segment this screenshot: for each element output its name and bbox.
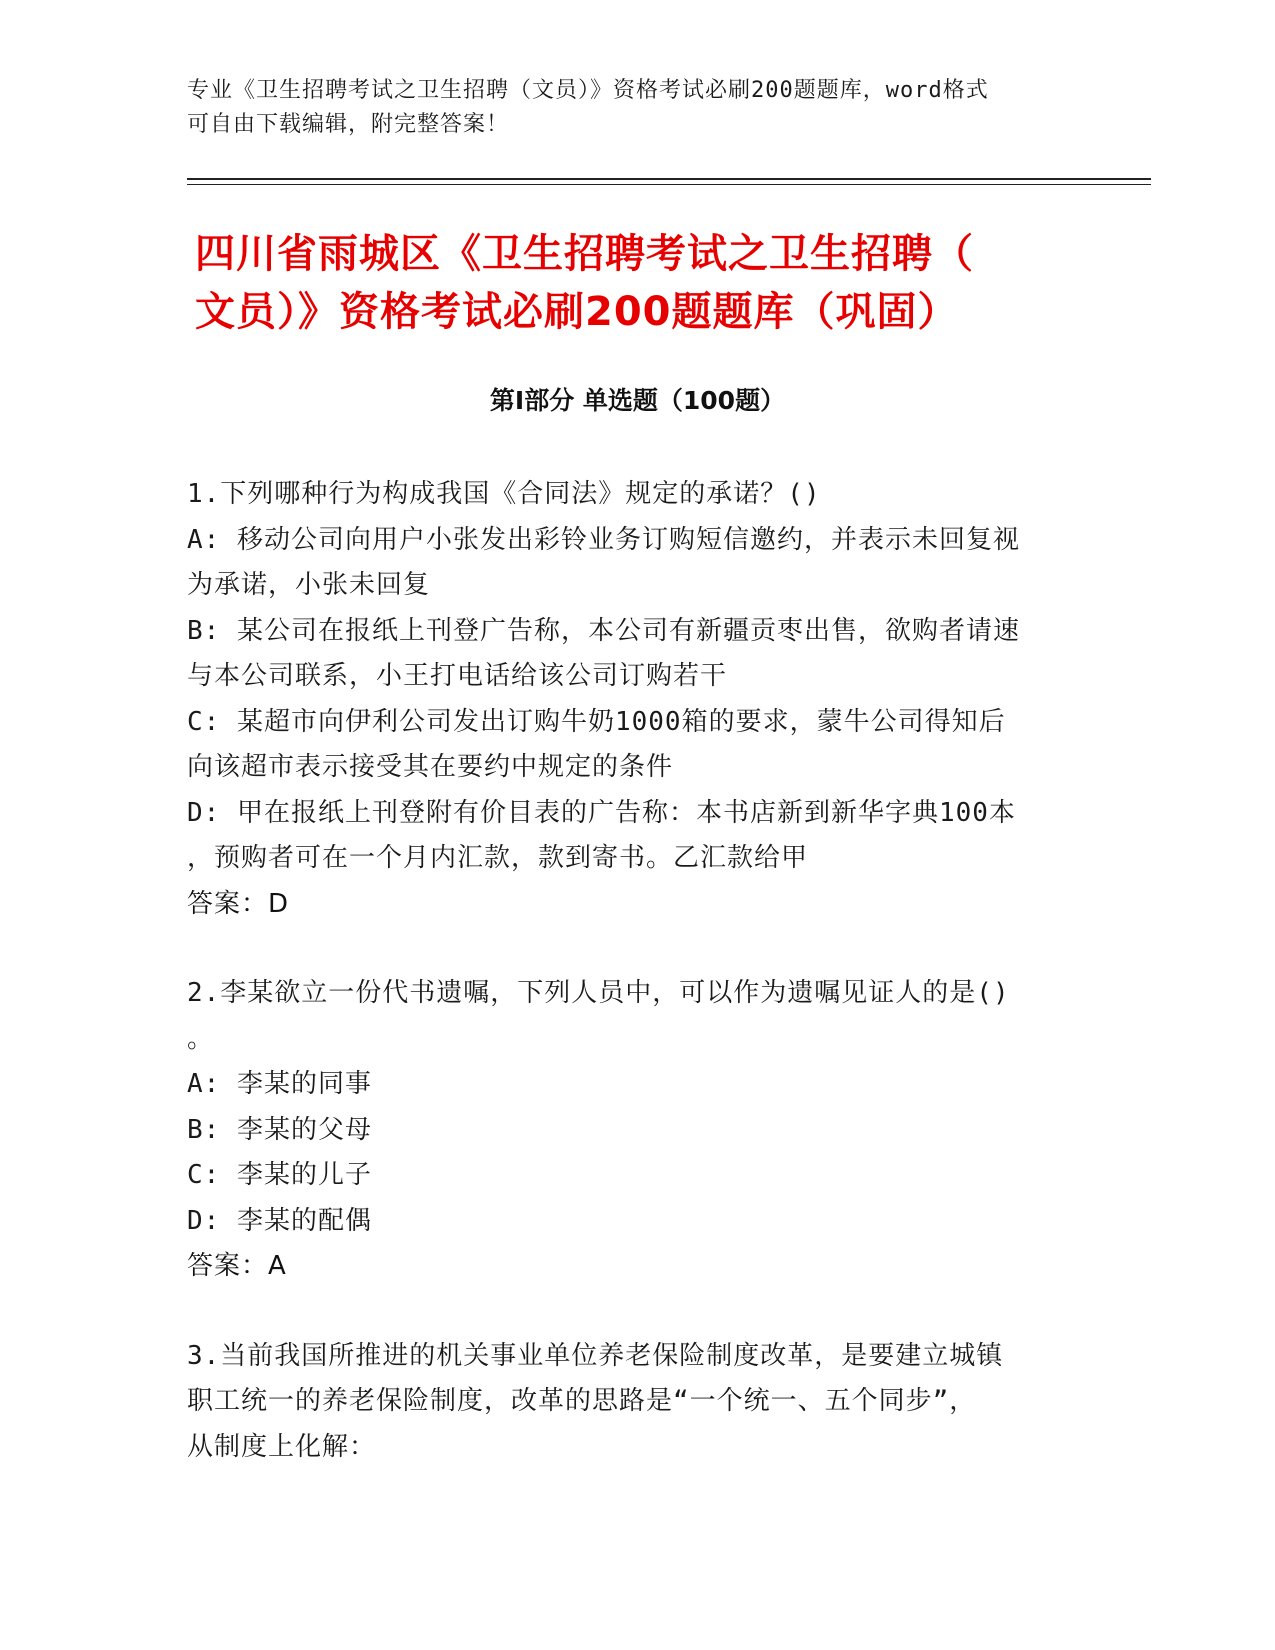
question-2-option-a: A: 李某的同事 [187,1069,372,1099]
section-heading: 第Ⅰ部分 单选题（100题） [489,386,786,415]
document-title-line-2: 文员）》资格考试必刷200题题库（巩固） [195,289,959,335]
question-1-option-d-cont: ，预购者可在一个月内汇款，款到寄书。乙汇款给甲 [187,843,809,873]
question-1-option-b-cont: 与本公司联系，小王打电话给该公司订购若干 [187,661,728,691]
question-1-option-a: A: 移动公司向用户小张发出彩铃业务订购短信邀约，并表示未回复视 [187,524,1020,555]
header-note-line-1: 专业《卫生招聘考试之卫生招聘（文员）》资格考试必刷200题题库，word格式 [187,78,989,103]
question-2-option-c: C: 李某的儿子 [187,1160,372,1190]
question-3-stem-cont-2: 从制度上化解： [187,1431,377,1462]
document-title-line-1: 四川省雨城区《卫生招聘考试之卫生招聘（ [195,231,974,277]
header-note-line-2: 可自由下载编辑，附完整答案！ [187,112,510,137]
question-1-option-c: C: 某超市向伊利公司发出订购牛奶1000箱的要求，蒙牛公司得知后 [187,706,1006,737]
question-1-stem: 1.下列哪种行为构成我国《合同法》规定的承诺？() [187,479,821,509]
question-3 [187,1334,1077,1471]
question-2-stem: 2.李某欲立一份代书遗嘱，下列人员中，可以作为遗嘱见证人的是() [187,978,1010,1008]
question-2-option-d: D: 李某的配偶 [187,1205,372,1236]
question-3-stem: 3.当前我国所推进的机关事业单位养老保险制度改革，是要建立城镇 [187,1340,1004,1371]
question-1-option-a-cont: 为承诺，小张未回复 [187,570,431,600]
question-2-answer: 答案：A [187,1251,287,1281]
question-list [187,472,1077,1514]
document-title [195,225,1095,341]
header-divider-thin [187,184,1151,185]
question-3-stem-cont-1: 职工统一的养老保险制度，改革的思路是“一个统一、五个同步”， [187,1386,977,1416]
question-1-option-c-cont: 向该超市表示接受其在要约中规定的条件 [187,752,674,782]
question-1-option-b: B: 某公司在报纸上刊登广告称，本公司有新疆贡枣出售，欲购者请速 [187,615,1020,646]
question-2-option-b: B: 李某的父母 [187,1114,372,1145]
header-divider-thick [187,178,1151,180]
question-1-answer: 答案：D [187,888,290,919]
question-1 [187,472,1077,927]
header-note [187,74,1087,142]
question-2-stem-cont: 。 [187,1023,215,1054]
question-2 [187,971,1077,1290]
question-1-option-d: D: 甲在报纸上刊登附有价目表的广告称：本书店新到新华字典100本 [187,797,1016,828]
